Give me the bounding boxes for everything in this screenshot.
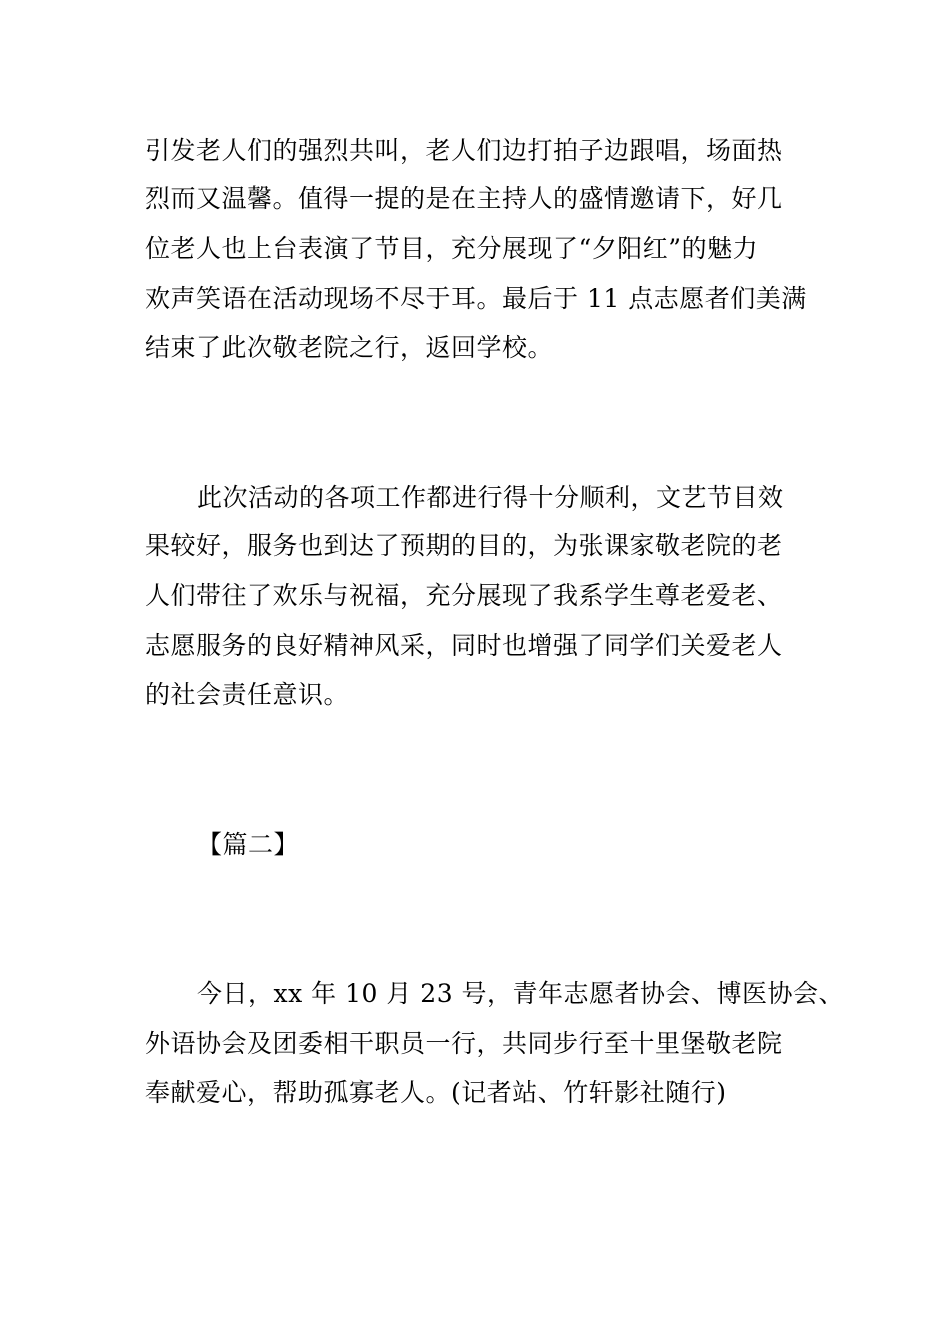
paragraph-line: 人们带往了欢乐与祝福，充分展现了我系学生尊老爱老、 <box>145 581 783 610</box>
paragraph-line: 志愿服务的良好精神风采，同时也增强了同学们关爱老人 <box>145 631 783 660</box>
paragraph-line: 欢声笑语在活动现场不尽于耳。最后于 11 点志愿者们美满 <box>145 284 807 313</box>
section-heading: 【篇二】 <box>197 830 300 859</box>
paragraph-line: 奉献爱心，帮助孤寡老人。(记者站、竹轩影社随行) <box>145 1078 727 1107</box>
paragraph-line: 的社会责任意识。 <box>145 680 350 709</box>
paragraph-line: 结束了此次敬老院之行，返回学校。 <box>145 333 554 362</box>
paragraph-line: 今日，xx 年 10 月 23 号，青年志愿者协会、博医协会、 <box>197 979 845 1008</box>
paragraph-line: 烈而又温馨。值得一提的是在主持人的盛情邀请下，好几 <box>145 184 783 213</box>
paragraph-line: 果较好，服务也到达了预期的目的，为张课家敬老院的老 <box>145 531 783 560</box>
paragraph-line: 引发老人们的强烈共叫，老人们边打拍子边跟唱，场面热 <box>145 136 783 165</box>
paragraph-line: 外语协会及团委相干职员一行，共同步行至十里堡敬老院 <box>145 1029 783 1058</box>
paragraph-line: 此次活动的各项工作都进行得十分顺利，文艺节目效 <box>197 483 784 512</box>
paragraph-line: 位老人也上台表演了节目，充分展现了“夕阳红”的魅力 <box>145 234 759 263</box>
